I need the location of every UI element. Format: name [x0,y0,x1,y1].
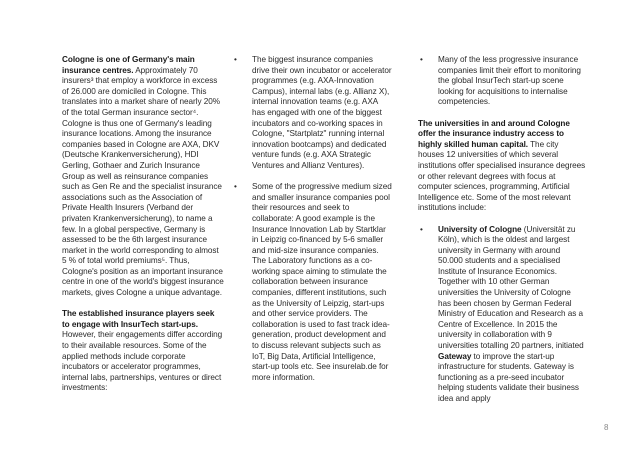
gateway-term: Gateway [438,351,472,361]
list-item-text: Many of the less progressive insurance companies limit their effort to monitoring the global InsurTech start-up scene looking for acquisitions to internalise competencies. [438,55,581,107]
bullet-icon: • [420,55,423,64]
list-item [232,55,392,172]
lead-university-of-cologne: University of Cologne [438,224,522,234]
lead-insurtech-engagement: The established insurance players seek to engage with InsurTech start-ups. [62,309,215,329]
list-item [232,182,392,383]
paragraph-insurance-centres [62,55,224,299]
text-universities: The city houses 12 universities of which several institutions offer specialised insurance degrees or other relevant degrees with focus at computer sciences, programming, Artificial Intelligence etc. Some of the most relevant institutions include: [418,139,586,213]
lead-universities: The universities in and around Cologne offer the insurance industry access to highly skilled human capital. [418,118,570,149]
lead-insurance-centres: Cologne is one of Germany's main insurance centres. [62,55,195,75]
list-item-text: Some of the progressive medium sized and smaller insurance companies pool their resources and seek to collaborate: A good example is the Insurance Innovation Lab by Startklar in Leipzig co-financed by 5-6 smaller and mid-size insurance companies. The Laboratory functions as a co-working space aiming to stimulate the collaboration between insurance companies, different institutions, such as the University of Leipzig, start-ups and other service providers. The collaboration is used to fast track idea-generation, product development and to discuss relevant subjects such as IoT, Big Data, Artificial Intelligence, start-up tools etc. See insurelab.de for more information. [252,182,392,382]
column-middle [232,55,392,394]
page-number: 8 [604,423,609,432]
paragraph-insurtech-engagement [62,309,224,394]
bullet-icon: • [234,182,237,192]
list-item [418,55,586,108]
bullet-icon: • [420,224,423,234]
column-left [62,55,224,405]
text-gateway: to improve the start-up infrastructure for students. Gateway is functioning as a pre-seed incubator helping students validate their business idea and apply [438,351,579,403]
text-insurance-centres: Approximately 70 insurers³ that employ a workforce in excess of 26.000 are domiciled in Cologne. This translates into a market share of nearly 20% of the total German insurance sector⁴. Cologne is thus one of Germany's leading insurance locations. Among the insurance companies based in Cologne are AXA, DKV (Deutsche Krankenversicherung), HDI Gerling, Gothaer and Zurich Insurance Group as well as reinsurance companies such as Gen Re and the specialist insurance associations such as the Association of Private Health Insurers (Verband der privaten Krankenversicherung), to name a few. In a global perspective, Germany is assessed to be the 6th largest insurance market in the world corresponding to almost 5 % of total world premiums⁵. Thus, Cologne's position as an important insurance centre in one of the world's biggest insurance markets, gives Cologne a unique advantage. [62,65,224,298]
list-item-text: The biggest insurance companies drive their own incubator or accelerator programmes (e.g. AXA-Innovation Campus), internal labs (e.g. Allianz X), internal innovation teams (e.g. AXA has engaged with one of the biggest incubators and co-working spaces in Cologne, "Startplatz" running internal innovation bootcamps) and dedicated venture funds (e.g. AXA Strategic Ventures and Allianz Ventures). [252,55,392,170]
text-insurtech-engagement: However, their engagements differ according to their available resources. Some of the applied methods include corporate incubators or accelerator programmes, internal labs, partnerships, ventures or direct investments: [62,330,223,393]
list-item-text [438,225,584,404]
text-university-of-cologne: (Universität zu Köln), which is the oldest and largest university in Germany with around 50.000 students and a specialised Institute of Insurance Economics. Together with 10 other German universities the University of Cologne has been chosen by German Federal Ministry of Education and Research as a Centre of Excellence. In 2015 the university in collaboration with 9 universities totalling 20 partners, initiated [438,224,584,351]
column-right [418,55,586,415]
paragraph-universities [418,119,586,214]
bullet-icon: • [234,55,237,64]
list-item [418,225,586,405]
